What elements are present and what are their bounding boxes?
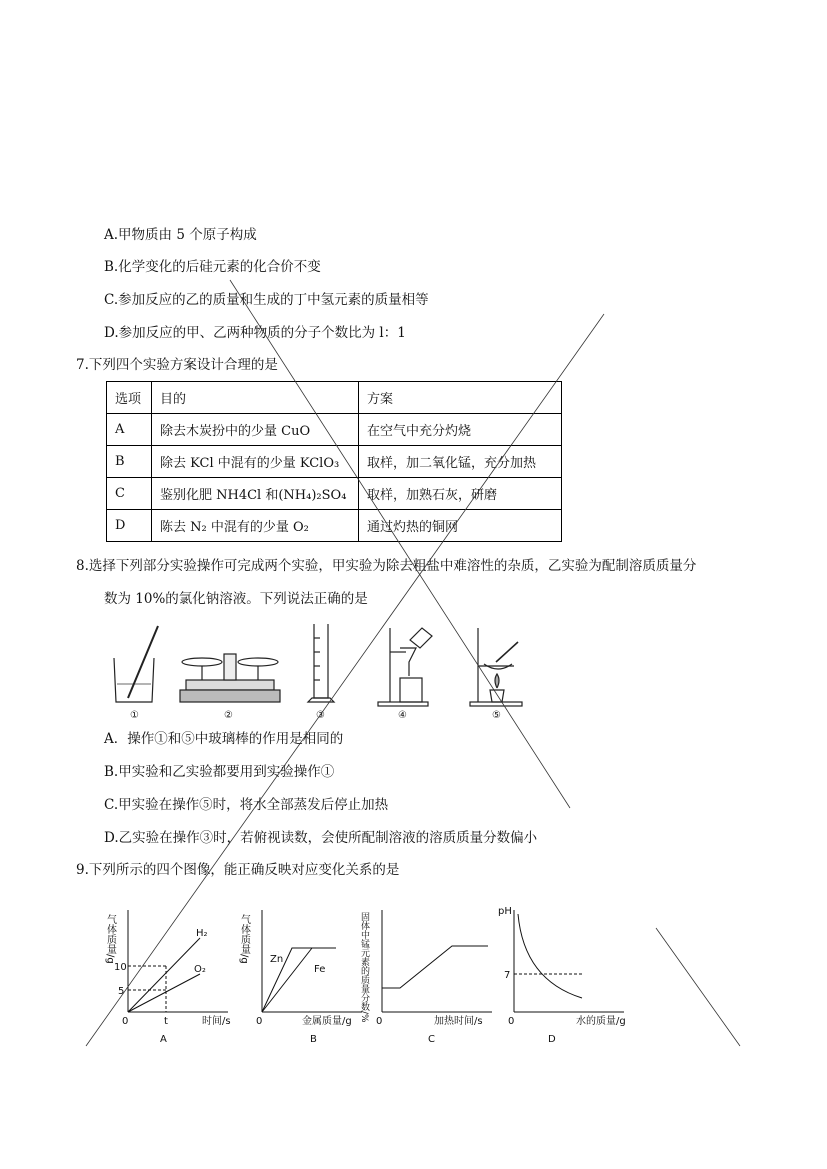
q8-stem-line2: 数为 10%的氯化钠溶液。下列说法正确的是: [104, 591, 368, 607]
graph-d-xlabel: 水的质量/g: [576, 1016, 626, 1027]
graph-d-tick-y: 7: [504, 970, 511, 981]
graph-a-tick-y1: 10: [114, 962, 127, 973]
graph-b-origin: 0: [256, 1016, 263, 1027]
row-goal: 陈去 N₂ 中混有的少量 O₂: [152, 510, 359, 542]
graph-b-ylabel: 气体质量/g: [238, 914, 250, 964]
q7-stem: 7.下列四个实验方案设计合理的是: [76, 357, 278, 373]
apparatus-label: ④: [398, 710, 407, 721]
row-option: A: [107, 414, 152, 446]
graph-b-series-fe: Fe: [314, 964, 326, 975]
apparatus-label: ①: [130, 710, 139, 721]
graph-a-series-o2: O₂: [194, 964, 206, 975]
row-option: D: [107, 510, 152, 542]
graph-d-origin: 0: [508, 1016, 515, 1027]
graph-b-xlabel: 金属质量/g: [302, 1016, 352, 1027]
row-plan: 在空气中充分灼烧: [359, 414, 562, 446]
apparatus-label: ③: [316, 710, 325, 721]
header-plan: 方案: [359, 382, 562, 414]
row-plan: 取样，加二氧化锰，充分加热: [359, 446, 562, 478]
q8-option-c: C.甲实验在操作⑤时，将水全部蒸发后停止加热: [104, 797, 389, 813]
graph-a-origin: 0: [122, 1016, 129, 1027]
graph-c-origin: 0: [376, 1016, 383, 1027]
graph-a-series-h2: H₂: [196, 928, 208, 939]
q6-option-c: C.参加反应的乙的质量和生成的丁中氢元素的质量相等: [104, 292, 429, 308]
graph-c-ylabel: 固体中锰元素的质量分数/%: [359, 912, 369, 1023]
row-plan: 通过灼热的铜网: [359, 510, 562, 542]
graph-d-caption: D: [548, 1034, 556, 1045]
row-plan: 取样，加熟石灰，研磨: [359, 478, 562, 510]
apparatus-label: ⑤: [492, 710, 501, 721]
q8-option-a: A．操作①和⑤中玻璃棒的作用是相同的: [104, 731, 344, 747]
row-option: C: [107, 478, 152, 510]
header-goal: 目的: [152, 382, 359, 414]
q6-option-b: B.化学变化的后硅元素的化合价不变: [104, 259, 321, 275]
q8-option-d: D.乙实验在操作③时，若俯视读数，会使所配制溶液的溶质质量分数偏小: [104, 830, 538, 846]
graph-a-ylabel: 气体质量/g: [104, 914, 116, 964]
graph-a-tick-x: t: [164, 1016, 168, 1027]
row-goal: 鉴别化肥 NH4Cl 和(NH₄)₂SO₄: [152, 478, 359, 510]
row-option: B: [107, 446, 152, 478]
graph-b-caption: B: [310, 1034, 317, 1045]
graph-a-tick-y2: 5: [118, 986, 125, 997]
graph-a-caption: A: [160, 1034, 167, 1045]
q8-option-b: B.甲实验和乙实验都要用到实验操作①: [104, 764, 335, 780]
graph-b-series-zn: Zn: [270, 954, 284, 965]
graph-a-xlabel: 时间/s: [202, 1016, 231, 1027]
q6-option-d: D.参加反应的甲、乙两种物质的分子个数比为 l：1: [104, 325, 406, 341]
q6-option-a: A.甲物质由 5 个原子构成: [104, 227, 257, 243]
graph-d-ylabel: pH: [498, 906, 512, 917]
graph-c-xlabel: 加热时间/s: [434, 1016, 483, 1027]
q8-stem-line1: 8.选择下列部分实验操作可完成两个实验，甲实验为除去粗盐中难溶性的杂质，乙实验为配制溶质质量分: [76, 558, 697, 574]
row-goal: 除去木炭扮中的少量 CuO: [152, 414, 359, 446]
graph-c-caption: C: [428, 1034, 435, 1045]
apparatus-label: ②: [224, 710, 233, 721]
q9-stem: 9.下列所示的四个图像，能正确反映对应变化关系的是: [76, 862, 400, 878]
header-option: 选项: [107, 382, 152, 414]
row-goal: 除去 KCl 中混有的少量 KClO₃: [152, 446, 359, 478]
